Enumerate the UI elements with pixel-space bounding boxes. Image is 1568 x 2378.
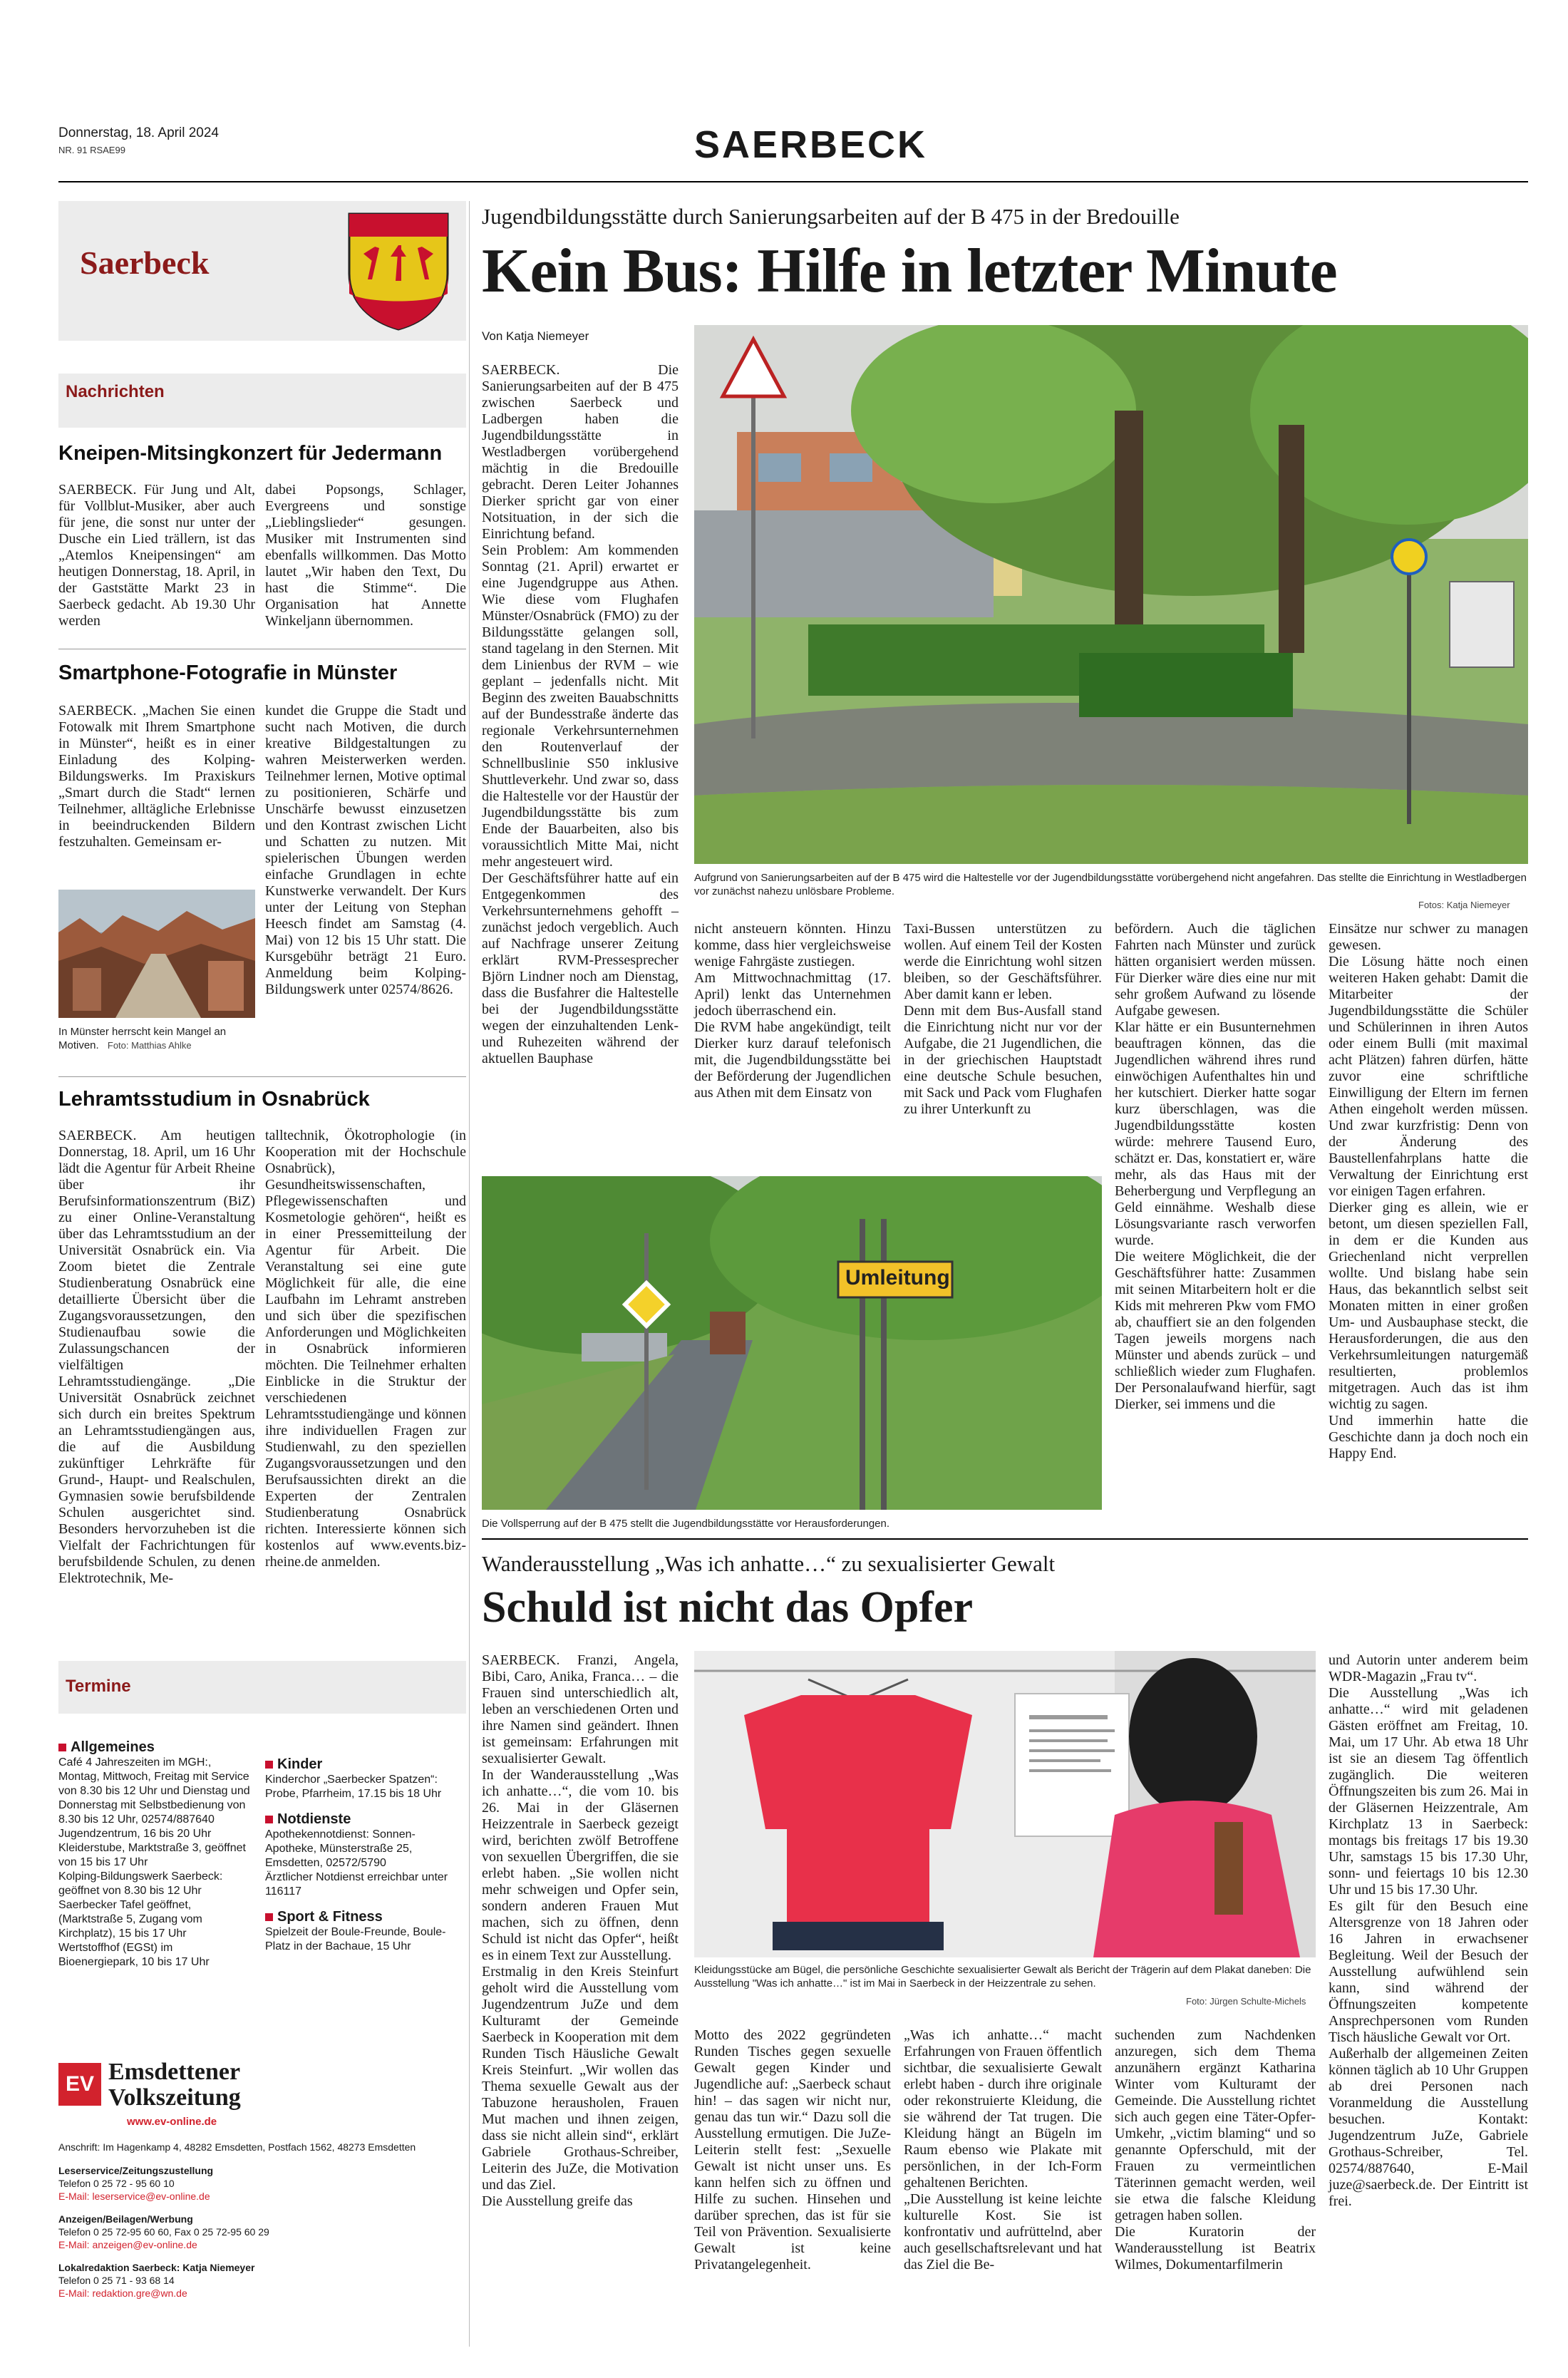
issue-date: Donnerstag, 18. April 2024	[58, 125, 219, 140]
termine-col2	[265, 1756, 466, 1954]
termine-heading-sport: Sport & Fitness	[265, 1909, 466, 1925]
article2-col3: „Was ich anhatte…“ macht Erfahrungen von Frauen öffentlich sichtbar, die sexualisierte Gewalt erlebt haben - durch ihre originale oder rekonstruierte Kleidung, die sie während der Tat trugen. Die Kleidung hängt an Bügeln im Raum ebenso wie Plakate mit persönlichen, in der Ich-Form gehaltenen Berichten. „Die Ausstellung ist keine leichte kulturelle Kost. Sie ist konfrontativ und aufrüttelnd, aber auch gesellschaftsrelevant und hat das Ziel die Be-	[904, 2027, 1102, 2273]
article1-byline: Von Katja Niemeyer	[482, 329, 589, 343]
article2-col5: und Autorin unter anderem beim WDR-Magazin „Frau tv“. Die Ausstellung „Was ich anhatte…“ wird mit geladenen Gästen eröffnet am Freitag, 10. Mai, um 17 Uhr. Ab etwa 18 Uhr ist sie an diesem Tag öffentlich zugänglich. Die weiteren Öffnungszeiten bis zum 26. Mai in der Gläsernen Heizzentrale, Am Kirchplatz 13 in Saerbeck: montags bis freitags 17 bis 19.30 Uhr, samstags 15 bis 17.30 Uhr, sonn- und feiertags 10 bis 12.30 Uhr und 15 bis 17.30 Uhr. Es gilt für den Besuch eine Altersgrenze von 18 Jahren oder 16 Jahren in erwachsener Begleitung. Weil der Besuch der Ausstellung aufwühlend sein kann, sind während der Öffnungszeiten kompetente Ansprechpersonen vom Runden Tisch häusliche Gewalt vor Ort. Außerhalb der allgemeinen Zeiten können täglich ab 10 Uhr Gruppen ab drei Personen nach Voranmeldung die Ausstellung besuchen. Kontakt: Jugendzentrum JuZe, Gabriele Grothaus-Schreiber, Tel. 02574/887640, E-Mail juze@saerbeck.de. Der Eintritt ist frei.	[1329, 1652, 1528, 2209]
nachrichten-label: Nachrichten	[66, 382, 165, 401]
contact2-mail[interactable]: E-Mail: anzeigen@ev-online.de	[58, 2239, 197, 2250]
news2-credit: Foto: Matthias Ahlke	[107, 1040, 192, 1051]
bus-stop-photo	[694, 325, 1528, 864]
exhibition-photo	[694, 1651, 1316, 1957]
issue-number: NR. 91 RSAE99	[58, 145, 125, 155]
photo1-caption: Aufgrund von Sanierungsarbeiten auf der B 475 wird die Haltestelle vor der Jugendbildungsstätte vorübergehend nicht angefahren. Das stellte die Einrichtung in Westladbergen vor zunächst nahezu unlösbare Probleme.	[694, 872, 1527, 897]
publisher-box	[58, 2053, 466, 2352]
photo2-caption: Die Vollsperrung auf der B 475 stellt die Jugendbildungsstätte vor Herausforderungen.	[482, 1518, 890, 1530]
coat-of-arms-icon	[346, 211, 450, 332]
termine-kinder: Kinderchor „Saerbecker Spatzen“: Probe, Pfarrheim, 17.15 bis 18 Uhr	[265, 1774, 442, 1800]
article2-headline: Schuld ist nicht das Opfer	[482, 1583, 974, 1632]
article-divider	[482, 1538, 1528, 1540]
column-divider	[469, 201, 470, 2347]
news1-col2: dabei Popsongs, Schlager, Evergreens und sonstige „Lieblingslieder“ gesungen. Musiker mit Instrumenten sind ebenfalls willkommen. Das Motto lautet „Wir haben den Text, Du hast die Stimme“. Die Organisation hat Annette Winkeljann übernommen.	[265, 482, 466, 629]
termine-heading-kinder: Kinder	[265, 1756, 466, 1773]
contact1-heading: Leserservice/Zeitungszustellung	[58, 2165, 214, 2176]
article1-headline: Kein Bus: Hilfe in letzter Minute	[482, 237, 1337, 306]
termine-heading-allgemeines: Allgemeines	[58, 1739, 252, 1756]
news2-caption-text: In Münster herrscht kein Mangel an Motiven.	[58, 1026, 227, 1051]
news1-title: Kneipen-Mitsingkonzert für Jedermann	[58, 442, 443, 465]
sidebar-town-box	[58, 201, 466, 341]
article1-col5: Einsätze nur schwer zu managen gewesen. Die Lösung hätte noch einen weiteren Haken gehabt: Damit die Mitarbeiter der Jugendbildungsstätte die Schüler und Schülerinnen in ihren Autos oder einem Bulli (mit maximal acht Plätzen) fahren dürfen, hätte zuvor eine schriftliche Einwilligung der Eltern im fernen Athen eingeholt werden müssen. Und zwar kurzfristig: Denn von der Änderung des Baustellenfahrplans hatte die Verwaltung der Einrichtung erst vor einigen Tagen erfahren. Dierker ging es allein, wie er betont, um diesen speziellen Fall, in dem er die Kunden aus Griechenland nicht verprellen wollte. Und bislang habe sein Haus, das bekanntlich selbst seit Monaten mitten in einer großen Um- und Ausbauphase steckt, die Herausforderungen, die aus den Verkehrsumleitungen naturgemäß resultierten, problemlos mitgetragen. Auch das ist ihm wichtig zu sagen. Und immerhin hatte die Geschichte dann ja doch noch ein Happy End.	[1329, 921, 1528, 1461]
article1-col1: SAERBECK. Die Sanierungsarbeiten auf der B 475 zwischen Saerbeck und Ladbergen haben die Jugendbildungsstätte in Westladbergen vorübergehend mächtig in die Bredouille gebracht. Deren Leiter Johannes Dierker spricht gar von einer Notsituation, in der sich die Einrichtung befand. Sein Problem: Am kommenden Sonntag (21. April) erwartet er eine Jugendgruppe aus Athen. Wie diese vom Flughafen Münster/Osnabrück (FMO) zu der Bildungsstätte gelangen soll, stand tagelang in den Sternen. Mit dem Linienbus der RVM – wie geplant – jedenfalls nicht. Mit Beginn des zweiten Bauabschnitts auf der Bundesstraße änderte das regionale Verkehrsunternehmen den Routenverlauf der Schnellbuslinie S50 inklusive Shuttleverkehr. Und zwar so, dass die Haltestelle vor der Haustür der Jugendbildungsstätte bis zum Ende der Bauarbeiten, also bis voraussichtlich Mitte Mai, nicht mehr angesteuert wird. Der Geschäftsführer hatte auf ein Entgegenkommen des Verkehrsunternehmens gehofft – zunächst jedoch vergeblich. Auch auf Nachfrage unserer Zeitung erklärt RVM-Pressesprecher Björn Lindner noch am Dienstag, dass die Busfahrer die Haltestelle bei der Jugendbildungsstätte wegen der einzuhaltenden Lenk- und Ruhezeiten während der aktuellen Bauphase	[482, 362, 679, 1066]
umleitung-sign-text: Umleitung	[845, 1266, 950, 1290]
photo1-credit: Fotos: Katja Niemeyer	[1418, 900, 1510, 910]
news2-col1: SAERBECK. „Machen Sie einen Fotowalk mit Ihrem Smartphone in Münster“, heißt es in einer Einladung des Kolping-Bildungswerks. Im Praxiskurs „Smart durch die Stadt“ lernen Teilnehmer, alltägliche Erlebnisse in beeindruckenden Bildern festzuhalten. Gemeinsam er-	[58, 703, 255, 850]
publisher-address: Anschrift: Im Hagenkamp 4, 48282 Emsdetten, Postfach 1562, 48273 Emsdetten	[58, 2141, 416, 2153]
photo3-credit: Foto: Jürgen Schulte-Michels	[1186, 1996, 1306, 2007]
publisher-name-2: Volkszeitung	[108, 2084, 241, 2111]
article1-col2: nicht ansteuern könnten. Hinzu komme, dass hier vergleichsweise wenige Fahrgäste zustiegen. Am Mittwochnachmittag (17. April) lenkt das Unternehmen jedoch überraschend ein. Die RVM habe angekündigt, teilt Dierker kurz darauf telefonisch mit, die Jugendbildungsstätte bei der Beförderung der Jugendlichen aus Athen mit dem Einsatz von	[694, 921, 891, 1101]
ev-logo-icon: EV	[58, 2063, 101, 2106]
section-title: SAERBECK	[694, 123, 928, 166]
contact-block	[58, 2164, 269, 2300]
news3-col1: SAERBECK. Am heutigen Donnerstag, 18. April, um 16 Uhr lädt die Agentur für Arbeit Rheine über ihr Berufsinformationszentrum (BiZ) zu einer Online-Veranstaltung über das Lehramtsstudium an der Universität Osnabrück ein. Via Zoom bietet die Zentrale Studienberatung Osnabrück eine detaillierte Übersicht über die Zugangsvoraussetzungen, den Studienaufbau sowie die Zulassungschancen der vielfältigen Lehramtsstudiengänge. „Die Universität Osnabrück zeichnet sich durch ein breites Spektrum an Lehramtsstudiengängen aus, die auf die Ausbildung zukünftiger Lehrkräfte für Grund-, Haupt- und Realschulen, Gymnasien sowie berufsbildende Schulen ausgerichtet sind. Besonders hervorzuheben ist die Vielfalt der Fachrichtungen für berufsbildende Schulen, zu denen Elektrotechnik, Me-	[58, 1128, 255, 1586]
article1-col4: befördern. Auch die täglichen Fahrten nach Münster und zurück hätten organisiert werden müssen. Für Dierker wäre dies eine nur mit sehr großem Aufwand zu lösende Aufgabe gewesen. Klar hätte er ein Busunternehmen beauftragen können, das die Jugendlichen während ihres rund einwöchigen Aufenthaltes hin und her kutschiert. Dierker hatte sogar kurz überschlagen, was die Jugendbildungsstätte kosten würde: mehrere Tausend Euro, schätzt er. Das, konstatiert er, wäre mehr, als das Haus mit der Beherbergung und Verpflegung an Geld einnähme. Weshalb diese Lösungsvariante rasch verworfen wurde. Die weitere Möglichkeit, die der Geschäftsführer hatte: Zusammen mit seinen Mitarbeitern holt er die Kids mit mehreren Pkw vom FMO ab, chauffiert sie an den folgenden Tagen jeweils morgens nach Münster und abends zurück – und schließlich wieder zum Flughafen. Der Personalaufwand hierfür, sagt Dierker, sei immens und die	[1115, 921, 1316, 1412]
termine-heading-notdienste: Notdienste	[265, 1811, 466, 1828]
nachrichten-bar	[58, 374, 466, 428]
termine-sport: Spielzeit der Boule-Freunde, Boule-Platz in der Bachaue, 15 Uhr	[265, 1926, 446, 1952]
news2-photo-caption	[58, 1025, 255, 1052]
publisher-name-1: Emsdettener	[108, 2059, 241, 2085]
contact1-mail[interactable]: E-Mail: leserservice@ev-online.de	[58, 2191, 210, 2202]
termine-label: Termine	[66, 1677, 131, 1696]
termine-allgemeines: Café 4 Jahreszeiten im MGH:, Montag, Mittwoch, Freitag mit Service von 8.30 bis 12 Uhr und Dienstag und Donnerstag mit Selbstbedienung von 8.30 bis 12 Uhr, 02574/887640 Jugendzentrum, 16 bis 20 Uhr Kleiderstube, Marktstraße 3, geöffnet von 15 bis 17 Uhr Kolping-Bildungswerk Saerbeck: geöffnet von 8.30 bis 12 Uhr Saerbecker Tafel geöffnet, (Marktstraße 5, Zugang vom Kirchplatz), 15 bis 17 Uhr Wertstoffhof (EGSt) im Bioenergiepark, 10 bis 17 Uhr	[58, 1756, 250, 1968]
masthead-rule	[58, 181, 1528, 182]
article2-col2: Motto des 2022 gegründeten Runden Tisches gegen sexuelle Gewalt gegen Kinder und Jugendliche auf: „Saerbeck schaut hin! – das sagen wir nicht nur, genau das tun wir.“ Dazu soll die Ausstellung ermutigen. Die JuZe-Leiterin stellt fest: „Sexuelle Gewalt ist nicht unser uns. Es kann helfen sich zu öffnen und Hilfe zu suchen. Hinsehen und darüber sprechen, das ist für sie Teil von Prävention. Sexualisierte Gewalt ist keine Privatangelegenheit.	[694, 2027, 891, 2273]
contact3-mail[interactable]: E-Mail: redaktion.gre@wn.de	[58, 2287, 187, 2299]
article2-kicker: Wanderausstellung „Was ich anhatte…“ zu sexualisierter Gewalt	[482, 1551, 1056, 1576]
article2-col4: suchenden zum Nachdenken anzuregen, sich dem Thema anzunähern ergänzt Katharina Winter vom Kulturamt der Gemeinde. Die Ausstellung richtet sich auch gegen eine Täter-Opfer-Umkehr, „victim blaming“ und so genannte Opferschuld, mit der Frauen zu vermeintlichen Täterinnen gemacht werden, weil sie etwa die falsche Kleidung getragen haben sollen. Die Kuratorin der Wanderausstellung ist Beatrix Wilmes, Dokumentarfilmerin	[1115, 2027, 1316, 2273]
publisher-url[interactable]: www.ev-online.de	[127, 2116, 217, 2128]
contact2-phone: Telefon 0 25 72-95 60 60, Fax 0 25 72-95 60 29	[58, 2226, 269, 2238]
town-name: Saerbeck	[80, 245, 210, 281]
contact3-phone: Telefon 0 25 71 - 93 68 14	[58, 2275, 175, 2286]
news3-title: Lehramtsstudium in Osnabrück	[58, 1088, 370, 1111]
article1-col3: Taxi-Bussen unterstützen zu wollen. Auf einem Teil der Kosten werde die Einrichtung wohl sitzen bleiben, so der Geschäftsführer. Aber damit kann er leben. Denn mit dem Bus-Ausfall stand die Einrichtung nicht nur vor der Aufgabe, die 21 Jugendlichen, die in der griechischen Hauptstadt eine deutsche Schule besuchen, mit Sack und Pack vom Flughafen zu ihrer Unterkunft zu	[904, 921, 1102, 1117]
news3-col2: talltechnik, Ökotrophologie (in Kooperation mit der Hochschule Osnabrück), Gesundheitswissenschaften, Pflegewissenschaften und Kosmetologie gehören“, heißt es in einer Pressemitteilung der Agentur für Arbeit. Die Veranstaltung sei eine gute Möglichkeit für alle, die eine Laufbahn im Lehramt anstreben und sich über die spezifischen Anforderungen und Möglichkeiten in Osnabrück informieren möchten. Die Teilnehmer erhalten Einblicke in die Struktur der verschiedenen Lehramtsstudiengänge und können ihre individuellen Fragen zur Studienwahl, zu den speziellen Zugangsvoraussetzungen und den Berufsaussichten direkt an die Experten der Zentralen Studienberatung Osnabrück richten. Interessierte können sich kostenlos auf www.events.biz-rheine.de anmelden.	[265, 1128, 466, 1570]
news2-col2: kundet die Gruppe die Stadt und sucht nach Motiven, die durch kreative Bildgestaltungen zu wahren Meisterwerken werden. Teilnehmer lernen, Motive optimal zu positionieren, Schärfe und Unschärfe bewusst einzusetzen und den Kontrast zwischen Licht und Schatten zu nutzen. Mit spielerischen Übungen werden einfache Grundlagen in echte Kunstwerke verwandelt. Der Kurs unter der Leitung von Stephan Heesch findet am Samstag (4. Mai) von 12 bis 15 Uhr statt. Die Kursgebühr beträgt 21 Euro. Anmeldung beim Kolping-Bildungswerk unter 02574/8626.	[265, 703, 466, 997]
termine-col1	[58, 1739, 252, 1970]
termine-bar	[58, 1661, 466, 1714]
contact2-heading: Anzeigen/Beilagen/Werbung	[58, 2213, 193, 2225]
article2-col1: SAERBECK. Franzi, Angela, Bibi, Caro, Anika, Franca… – die Frauen sind unterschiedlich alt, leben an verschiedenen Orten und ihre Namen sind geändert. Ihnen ist gemeinsam: Erfahrungen mit sexualisierter Gewalt. In der Wanderausstellung „Was ich anhatte…“, die vom 10. bis 26. Mai in der Gläsernen Heizzentrale in Saerbeck gezeigt wird, berichten zwölf Betroffene von sexuellen Übergriffen, die sie erlebt haben. „Sie wollen nicht mehr schweigen und Opfer sein, sondern anderen Frauen Mut machen, sich zu öffnen, denn Schuld ist nicht das Opfer“, heißt es in einem Text zur Ausstellung. Erstmalig in den Kreis Steinfurt geholt wird die Ausstellung vom Jugendzentrum JuZe und dem Kulturamt der Gemeinde Saerbeck in Kooperation mit dem Runden Tisch Häusliche Gewalt Kreis Steinfurt. „Wir wollen das Thema sexuelle Gewalt aus der Tabuzone herausholen, Frauen Mut machen und ihnen zeigen, dass sie nicht allein sind“, erklärt Gabriele Grothaus-Schreiber, Leiterin des JuZe, die Motivation und das Ziel. Die Ausstellung greife das	[482, 1652, 679, 2209]
divider	[58, 1076, 466, 1077]
termine-notdienste: Apothekennotdienst: Sonnen-Apotheke, Münsterstraße 25, Emsdetten, 02572/5790 Ärztlicher Notdienst erreichbar unter 116117	[265, 1828, 448, 1898]
photo3-caption: Kleidungsstücke am Bügel, die persönliche Geschichte sexualisierter Gewalt als Bericht der Trägerin auf dem Plakat daneben: Die Ausstellung "Was ich anhatte…" ist im Mai in Saerbeck in der Heizzentrale zu sehen.	[694, 1964, 1311, 1990]
muenster-photo	[58, 890, 255, 1018]
article1-kicker: Jugendbildungsstätte durch Sanierungsarbeiten auf der B 475 in der Bredouille	[482, 204, 1180, 229]
detour-photo	[482, 1176, 1102, 1510]
news1-col1: SAERBECK. Für Jung und Alt, für Vollblut-Musiker, aber auch für jene, die sonst nur unter der Dusche ein Lied trällern, ist das „Atemlos Kneipensingen“ am heutigen Donnerstag, 18. April, in der Gaststätte Markt 23 in Saerbeck gedacht. Ab 19.30 Uhr werden	[58, 482, 255, 629]
contact1-phone: Telefon 0 25 72 - 95 60 10	[58, 2178, 175, 2189]
news2-title: Smartphone-Fotografie in Münster	[58, 662, 398, 684]
contact3-heading: Lokalredaktion Saerbeck: Katja Niemeyer	[58, 2262, 255, 2273]
